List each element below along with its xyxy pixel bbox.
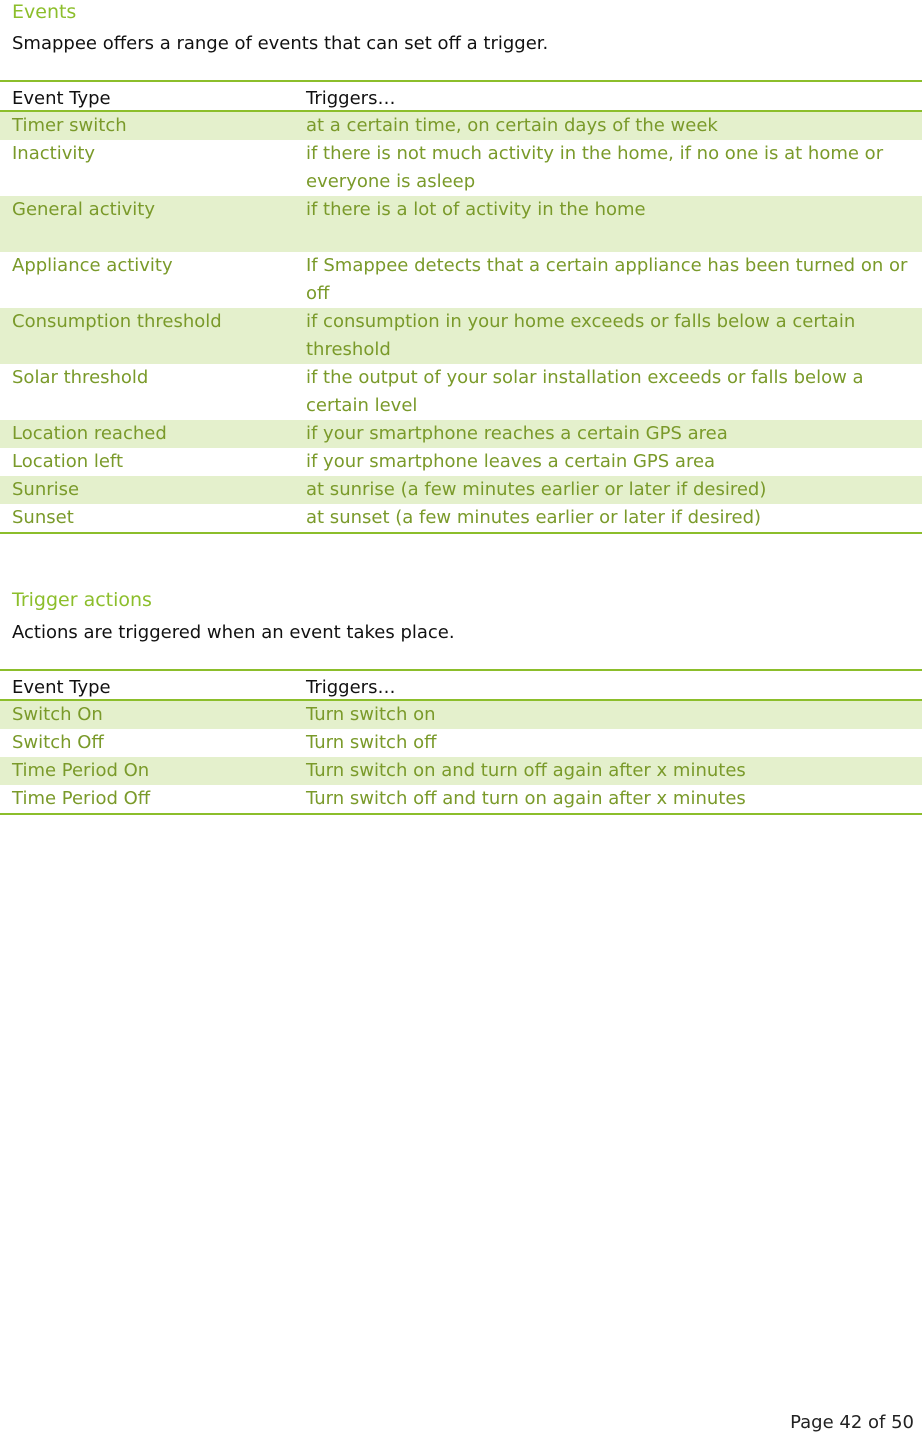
table-row xyxy=(0,111,922,140)
actions-table-header-row xyxy=(0,670,922,700)
trigger-actions-table xyxy=(0,669,922,815)
table-row xyxy=(0,196,922,252)
trigger-cell: if your smartphone reaches a certain GPS area xyxy=(306,420,922,448)
trigger-actions-title: Trigger actions xyxy=(12,589,152,611)
event-type-cell: General activity xyxy=(0,196,306,252)
event-type-cell: Timer switch xyxy=(0,111,306,140)
events-header-event-type: Event Type xyxy=(12,88,111,109)
trigger-cell: if there is a lot of activity in the home xyxy=(306,196,922,252)
action-trigger-cell: Turn switch off xyxy=(306,729,922,757)
table-row xyxy=(0,140,922,196)
event-type-cell: Solar threshold xyxy=(0,364,306,420)
event-type-cell: Location left xyxy=(0,448,306,476)
table-row xyxy=(0,308,922,364)
events-intro: Smappee offers a range of events that can set off a trigger. xyxy=(12,33,549,54)
trigger-cell: if consumption in your home exceeds or falls below a certain threshold xyxy=(306,308,922,364)
action-trigger-cell: Turn switch on xyxy=(306,700,922,729)
event-type-cell: Consumption threshold xyxy=(0,308,306,364)
table-row xyxy=(0,420,922,448)
events-table-header-row xyxy=(0,81,922,111)
table-row xyxy=(0,448,922,476)
action-type-cell: Time Period On xyxy=(0,757,306,785)
action-trigger-cell: Turn switch off and turn on again after x minutes xyxy=(306,785,922,814)
table-row xyxy=(0,785,922,814)
event-type-cell: Appliance activity xyxy=(0,252,306,308)
events-title: Events xyxy=(12,1,77,23)
actions-header-triggers: Triggers… xyxy=(306,677,396,698)
trigger-cell: If Smappee detects that a certain appliance has been turned on or off xyxy=(306,252,922,308)
page-number: Page 42 of 50 xyxy=(790,1412,914,1433)
table-row xyxy=(0,364,922,420)
events-table xyxy=(0,80,922,534)
table-row xyxy=(0,504,922,533)
event-type-cell: Inactivity xyxy=(0,140,306,196)
table-row xyxy=(0,729,922,757)
action-trigger-cell: Turn switch on and turn off again after x minutes xyxy=(306,757,922,785)
table-row xyxy=(0,252,922,308)
table-row xyxy=(0,700,922,729)
table-row xyxy=(0,476,922,504)
table-row xyxy=(0,757,922,785)
event-type-cell: Location reached xyxy=(0,420,306,448)
trigger-cell: if your smartphone leaves a certain GPS area xyxy=(306,448,922,476)
trigger-cell: at sunset (a few minutes earlier or later if desired) xyxy=(306,504,922,533)
trigger-cell: at a certain time, on certain days of the week xyxy=(306,111,922,140)
action-type-cell: Switch Off xyxy=(0,729,306,757)
event-type-cell: Sunset xyxy=(0,504,306,533)
event-type-cell: Sunrise xyxy=(0,476,306,504)
trigger-actions-intro: Actions are triggered when an event takes place. xyxy=(12,622,455,643)
trigger-cell: if the output of your solar installation exceeds or falls below a certain level xyxy=(306,364,922,420)
action-type-cell: Switch On xyxy=(0,700,306,729)
actions-header-event-type: Event Type xyxy=(12,677,111,698)
action-type-cell: Time Period Off xyxy=(0,785,306,814)
events-header-triggers: Triggers… xyxy=(306,88,396,109)
trigger-cell: if there is not much activity in the home, if no one is at home or everyone is asleep xyxy=(306,140,922,196)
trigger-cell: at sunrise (a few minutes earlier or later if desired) xyxy=(306,476,922,504)
